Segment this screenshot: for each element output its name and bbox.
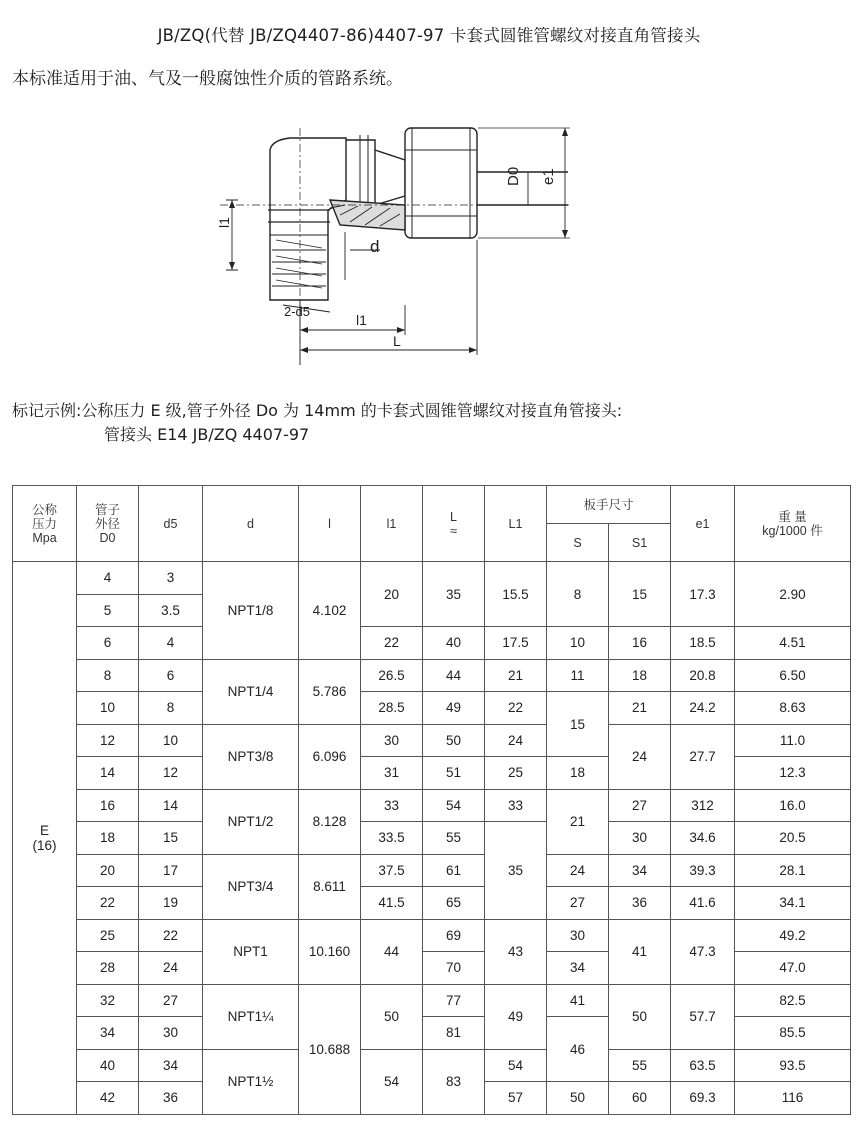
cell-d0: 20 <box>77 854 139 887</box>
cell-d5: 17 <box>139 854 203 887</box>
cell-L1: 25 <box>485 757 547 790</box>
cell-d0: 34 <box>77 1017 139 1050</box>
header-wrench: 板手尺寸 <box>547 486 671 524</box>
cell-L: 40 <box>423 627 485 660</box>
cell-l1: 37.5 <box>361 854 423 887</box>
cell-l: 10.160 <box>299 919 361 984</box>
cell-weight: 2.90 <box>735 562 851 627</box>
header-l: l <box>299 486 361 562</box>
cell-weight: 82.5 <box>735 984 851 1017</box>
cell-l1: 33 <box>361 789 423 822</box>
marking-example-line1: 标记示例:公称压力 E 级,管子外径 Do 为 14mm 的卡套式圆锥管螺纹对接直角管接头: <box>12 401 623 420</box>
cell-d5: 8 <box>139 692 203 725</box>
cell-e1: 34.6 <box>671 822 735 855</box>
cell-e1: 18.5 <box>671 627 735 660</box>
cell-weight: 8.63 <box>735 692 851 725</box>
cell-L1: 49 <box>485 984 547 1049</box>
table-body <box>13 562 851 1115</box>
cell-weight: 116 <box>735 1082 851 1115</box>
cell-d0: 16 <box>77 789 139 822</box>
cell-l: 8.128 <box>299 789 361 854</box>
cell-l1: 41.5 <box>361 887 423 920</box>
cell-l1: 30 <box>361 724 423 757</box>
cell-e1: 24.2 <box>671 692 735 725</box>
header-e1: e1 <box>671 486 735 562</box>
header-pressure: 公称 压力 Mpa <box>13 486 77 562</box>
cell-S: 30 <box>547 919 609 952</box>
cell-S1: 36 <box>609 887 671 920</box>
pressure-cell: E (16) <box>13 562 77 1115</box>
cell-d5: 34 <box>139 1049 203 1082</box>
cell-d0: 8 <box>77 659 139 692</box>
cell-weight: 34.1 <box>735 887 851 920</box>
cell-L: 51 <box>423 757 485 790</box>
cell-weight: 4.51 <box>735 627 851 660</box>
cell-weight: 11.0 <box>735 724 851 757</box>
cell-S: 34 <box>547 952 609 985</box>
cell-S: 8 <box>547 562 609 627</box>
header-l1: l1 <box>361 486 423 562</box>
label-d: d <box>370 237 380 256</box>
cell-d0: 5 <box>77 594 139 627</box>
cell-e1: 39.3 <box>671 854 735 887</box>
cell-L: 55 <box>423 822 485 855</box>
cell-S: 50 <box>547 1082 609 1115</box>
cell-L: 70 <box>423 952 485 985</box>
cell-d5: 27 <box>139 984 203 1017</box>
cell-e1: 63.5 <box>671 1049 735 1082</box>
header-weight: 重 量 kg/1000 件 <box>735 486 851 562</box>
table-row <box>13 984 851 1017</box>
table-row <box>13 887 851 920</box>
cell-weight: 49.2 <box>735 919 851 952</box>
cell-l1: 44 <box>361 919 423 984</box>
cell-S: 11 <box>547 659 609 692</box>
cell-e1: 47.3 <box>671 919 735 984</box>
table-row <box>13 724 851 757</box>
cell-S1: 21 <box>609 692 671 725</box>
cell-S: 41 <box>547 984 609 1017</box>
cell-weight: 93.5 <box>735 1049 851 1082</box>
cell-l: 8.611 <box>299 854 361 919</box>
cell-d5: 24 <box>139 952 203 985</box>
cell-S: 21 <box>547 789 609 854</box>
cell-d0: 28 <box>77 952 139 985</box>
cell-d0: 25 <box>77 919 139 952</box>
cell-e1: 17.3 <box>671 562 735 627</box>
cell-l1: 22 <box>361 627 423 660</box>
table-row <box>13 627 851 660</box>
table-row <box>13 562 851 595</box>
marking-example-line2: 管接头 E14 JB/ZQ 4407-97 <box>104 425 310 444</box>
cell-L1: 24 <box>485 724 547 757</box>
header-S1: S1 <box>609 524 671 562</box>
cell-l1: 31 <box>361 757 423 790</box>
cell-L1: 54 <box>485 1049 547 1082</box>
cell-d: NPT1/8 <box>203 562 299 660</box>
cell-l1: 33.5 <box>361 822 423 855</box>
cell-L1: 15.5 <box>485 562 547 627</box>
cell-S1: 27 <box>609 789 671 822</box>
cell-S1: 34 <box>609 854 671 887</box>
cell-d0: 10 <box>77 692 139 725</box>
cell-d5: 36 <box>139 1082 203 1115</box>
cell-S1: 24 <box>609 724 671 789</box>
cell-e1: 20.8 <box>671 659 735 692</box>
cell-L1: 57 <box>485 1082 547 1115</box>
cell-L1: 22 <box>485 692 547 725</box>
cell-L1: 43 <box>485 919 547 984</box>
cell-d0: 22 <box>77 887 139 920</box>
cell-L1: 17.5 <box>485 627 547 660</box>
cell-l: 6.096 <box>299 724 361 789</box>
cell-S: 46 <box>547 1017 609 1082</box>
cell-d5: 19 <box>139 887 203 920</box>
cell-weight: 47.0 <box>735 952 851 985</box>
cell-L: 54 <box>423 789 485 822</box>
cell-e1: 41.6 <box>671 887 735 920</box>
cell-e1: 312 <box>671 789 735 822</box>
label-e1: e1 <box>540 168 557 185</box>
cell-e1: 69.3 <box>671 1082 735 1115</box>
header-L1: L1 <box>485 486 547 562</box>
cell-d: NPT1/2 <box>203 789 299 854</box>
cell-L: 81 <box>423 1017 485 1050</box>
cell-L: 83 <box>423 1049 485 1114</box>
label-L: L <box>393 333 401 349</box>
cell-d0: 6 <box>77 627 139 660</box>
cell-weight: 16.0 <box>735 789 851 822</box>
table-row <box>13 692 851 725</box>
header-tube-od: 管子 外径 D0 <box>77 486 139 562</box>
cell-S1: 50 <box>609 984 671 1049</box>
cell-S1: 60 <box>609 1082 671 1115</box>
table-row <box>13 919 851 952</box>
cell-d: NPT3/8 <box>203 724 299 789</box>
cell-l1: 54 <box>361 1049 423 1114</box>
cell-d5: 14 <box>139 789 203 822</box>
cell-d0: 4 <box>77 562 139 595</box>
cell-d5: 22 <box>139 919 203 952</box>
label-ds: 2-d5 <box>284 304 311 319</box>
cell-L: 65 <box>423 887 485 920</box>
cell-d5: 3.5 <box>139 594 203 627</box>
cell-d5: 10 <box>139 724 203 757</box>
cell-d0: 32 <box>77 984 139 1017</box>
cell-d5: 12 <box>139 757 203 790</box>
cell-l: 5.786 <box>299 659 361 724</box>
cell-d5: 3 <box>139 562 203 595</box>
cell-weight: 85.5 <box>735 1017 851 1050</box>
fitting-drawing <box>180 100 557 368</box>
cell-d5: 4 <box>139 627 203 660</box>
cell-weight: 28.1 <box>735 854 851 887</box>
cell-S: 24 <box>547 854 609 887</box>
cell-S1: 41 <box>609 919 671 984</box>
label-l1-horizontal: l1 <box>356 312 367 328</box>
cell-L1: 21 <box>485 659 547 692</box>
table-row <box>13 1049 851 1082</box>
header-S: S <box>547 524 609 562</box>
cell-weight: 12.3 <box>735 757 851 790</box>
cell-l: 10.688 <box>299 984 361 1114</box>
cell-e1: 57.7 <box>671 984 735 1049</box>
cell-d: NPT3/4 <box>203 854 299 919</box>
cell-l1: 28.5 <box>361 692 423 725</box>
cell-S: 10 <box>547 627 609 660</box>
cell-d5: 15 <box>139 822 203 855</box>
cell-L: 50 <box>423 724 485 757</box>
cell-d: NPT1½ <box>203 1049 299 1114</box>
cell-d0: 14 <box>77 757 139 790</box>
cell-L1: 33 <box>485 789 547 822</box>
cell-S1: 30 <box>609 822 671 855</box>
dimension-table <box>12 485 851 1115</box>
header-L <box>423 486 485 562</box>
cell-S: 15 <box>547 692 609 757</box>
cell-S1: 18 <box>609 659 671 692</box>
cell-L: 77 <box>423 984 485 1017</box>
cell-L1: 35 <box>485 822 547 920</box>
table-row <box>13 854 851 887</box>
cell-d: NPT1¼ <box>203 984 299 1049</box>
cell-l1: 50 <box>361 984 423 1049</box>
cell-L: 69 <box>423 919 485 952</box>
cell-d: NPT1/4 <box>203 659 299 724</box>
header-L-text: L <box>450 509 457 524</box>
document-title: JB/ZQ(代替 JB/ZQ4407-86)4407-97 卡套式圆锥管螺纹对接直角管接头 <box>157 26 701 45</box>
label-d0: D0 <box>505 166 522 186</box>
cell-d0: 42 <box>77 1082 139 1115</box>
label-l1-vertical: l1 <box>216 217 232 228</box>
cell-S: 18 <box>547 757 609 790</box>
cell-d0: 12 <box>77 724 139 757</box>
scope-statement: 本标准适用于油、气及一般腐蚀性介质的管路系统。 <box>12 69 403 89</box>
header-d: d <box>203 486 299 562</box>
cell-d0: 18 <box>77 822 139 855</box>
cell-e1: 27.7 <box>671 724 735 789</box>
cell-S: 27 <box>547 887 609 920</box>
cell-weight: 20.5 <box>735 822 851 855</box>
table-header <box>13 486 851 562</box>
table-row <box>13 789 851 822</box>
cell-L: 49 <box>423 692 485 725</box>
cell-L: 61 <box>423 854 485 887</box>
cell-l: 4.102 <box>299 562 361 660</box>
table-row <box>13 822 851 855</box>
cell-L: 35 <box>423 562 485 627</box>
cell-L: 44 <box>423 659 485 692</box>
cell-S1: 55 <box>609 1049 671 1082</box>
table-row <box>13 659 851 692</box>
cell-d: NPT1 <box>203 919 299 984</box>
header-d5: d5 <box>139 486 203 562</box>
cell-S1: 16 <box>609 627 671 660</box>
cell-weight: 6.50 <box>735 659 851 692</box>
cell-d5: 30 <box>139 1017 203 1050</box>
cell-d0: 40 <box>77 1049 139 1082</box>
header-L-approx: ≈ <box>450 523 457 538</box>
cell-S1: 15 <box>609 562 671 627</box>
cell-d5: 6 <box>139 659 203 692</box>
cell-l1: 20 <box>361 562 423 627</box>
cell-l1: 26.5 <box>361 659 423 692</box>
